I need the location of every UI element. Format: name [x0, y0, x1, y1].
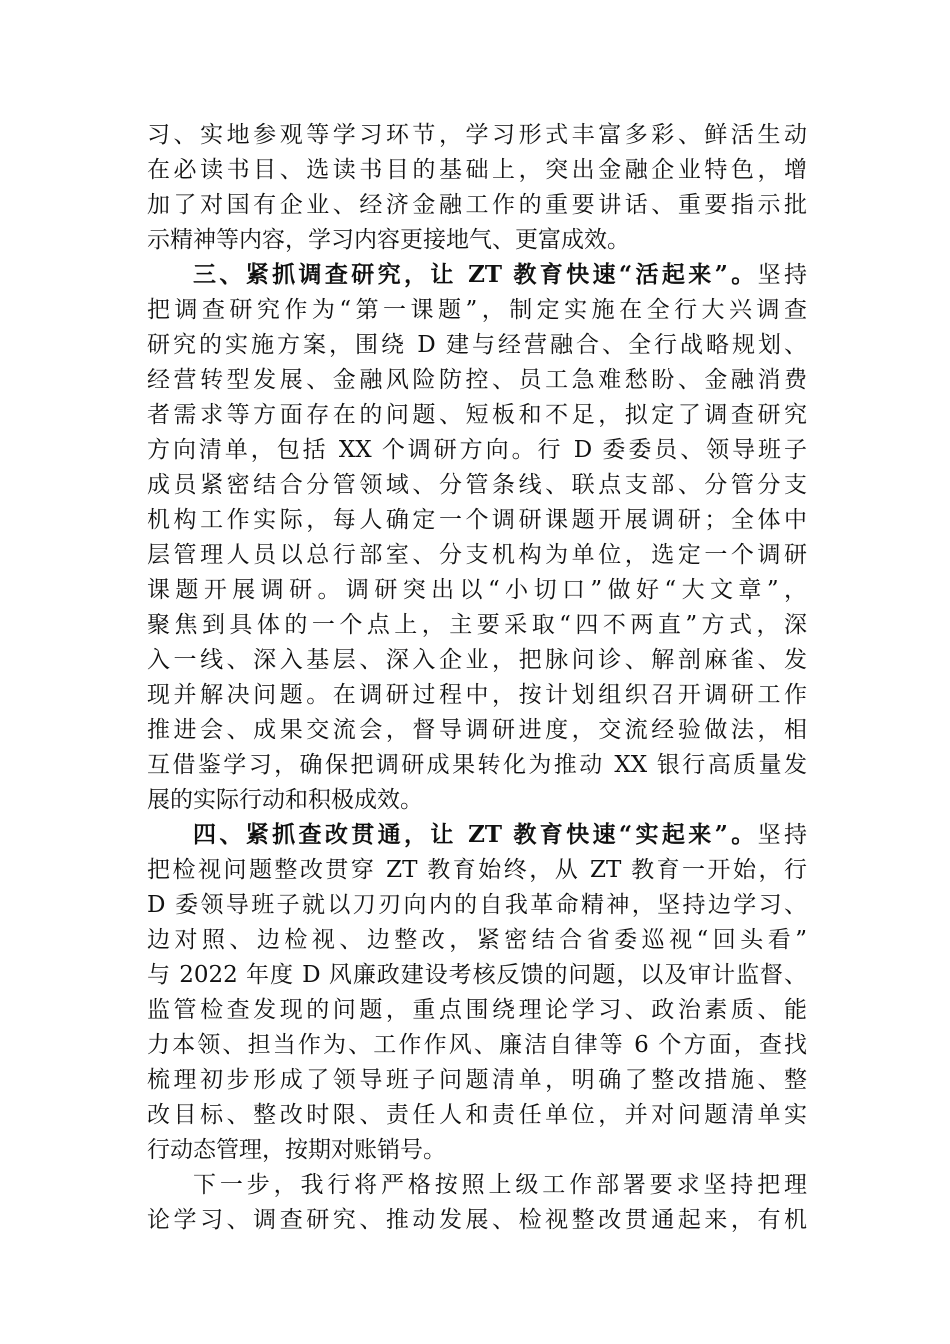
- paragraph-line: 监管检查发现的问题，重点围绕理论学习、政治素质、能: [147, 997, 807, 1023]
- paragraph-line: 课题开展调研。调研突出以“小切口”做好“大文章”，: [147, 577, 807, 603]
- section-heading: 四、紧抓查改贯通，让 ZT 教育快速“实起来”。: [193, 821, 758, 848]
- paragraph-line: 下一步，我行将严格按照上级工作部署要求坚持把理: [193, 1172, 807, 1198]
- paragraph-line: 在必读书目、选读书目的基础上，突出金融企业特色，增: [147, 157, 807, 183]
- paragraph-line: 行动态管理，按期对账销号。: [147, 1137, 446, 1163]
- paragraph-line: 方向清单，包括 XX 个调研方向。行 D 委委员、领导班子: [147, 437, 807, 463]
- paragraph-line: 入一线、深入基层、深入企业，把脉问诊、解剖麻雀、发: [147, 647, 807, 673]
- paragraph-line: 梳理初步形成了领导班子问题清单，明确了整改措施、整: [147, 1067, 807, 1093]
- paragraph-line: 成员紧密结合分管领域、分管条线、联点支部、分管分支: [147, 472, 807, 498]
- paragraph-line: 习、实地参观等学习环节，学习形式丰富多彩、鲜活生动: [147, 122, 807, 148]
- paragraph-line: 者需求等方面存在的问题、短板和不足，拟定了调查研究: [147, 402, 807, 428]
- section-heading-line: [193, 255, 807, 295]
- paragraph-line: 把检视问题整改贯穿 ZT 教育始终，从 ZT 教育一开始，行: [147, 857, 807, 883]
- paragraph-line: D 委领导班子就以刀刃向内的自我革命精神，坚持边学习、: [147, 892, 807, 918]
- paragraph-line: 论学习、调查研究、推动发展、检视整改贯通起来，有机: [147, 1207, 807, 1233]
- paragraph-line: 推进会、成果交流会，督导调研进度，交流经验做法，相: [147, 717, 807, 743]
- paragraph-line: 层管理人员以总行部室、分支机构为单位，选定一个调研: [147, 542, 807, 568]
- paragraph-line: 把调查研究作为“第一课题”，制定实施在全行大兴调查: [147, 297, 807, 323]
- section-heading: 三、紧抓调查研究，让 ZT 教育快速“活起来”。: [193, 261, 758, 288]
- paragraph-line: 互借鉴学习，确保把调研成果转化为推动 XX 银行高质量发: [147, 752, 807, 778]
- paragraph-line: 加了对国有企业、经济金融工作的重要讲话、重要指示批: [147, 192, 807, 218]
- paragraph-line: 示精神等内容，学习内容更接地气、更富成效。: [147, 227, 630, 253]
- section-text: 坚持: [757, 822, 807, 848]
- paragraph-line: 机构工作实际，每人确定一个调研课题开展调研；全体中: [147, 507, 807, 533]
- paragraph-line: 改目标、整改时限、责任人和责任单位，并对问题清单实: [147, 1102, 807, 1128]
- paragraph-line: 展的实际行动和积极成效。: [147, 787, 423, 813]
- section-heading-line: [193, 815, 807, 855]
- paragraph-line: 现并解决问题。在调研过程中，按计划组织召开调研工作: [147, 682, 807, 708]
- paragraph-line: 经营转型发展、金融风险防控、员工急难愁盼、金融消费: [147, 367, 807, 393]
- paragraph-line: 力本领、担当作为、工作作风、廉洁自律等 6 个方面，查找: [147, 1032, 807, 1058]
- paragraph-line: 边对照、边检视、边整改，紧密结合省委巡视“回头看”: [147, 927, 807, 953]
- paragraph-line: 研究的实施方案，围绕 D 建与经营融合、全行战略规划、: [147, 332, 807, 358]
- paragraph-line: 聚焦到具体的一个点上，主要采取“四不两直”方式，深: [147, 612, 807, 638]
- section-text: 坚持: [757, 262, 807, 288]
- paragraph-line: 与 2022 年度 D 风廉政建设考核反馈的问题，以及审计监督、: [147, 962, 807, 988]
